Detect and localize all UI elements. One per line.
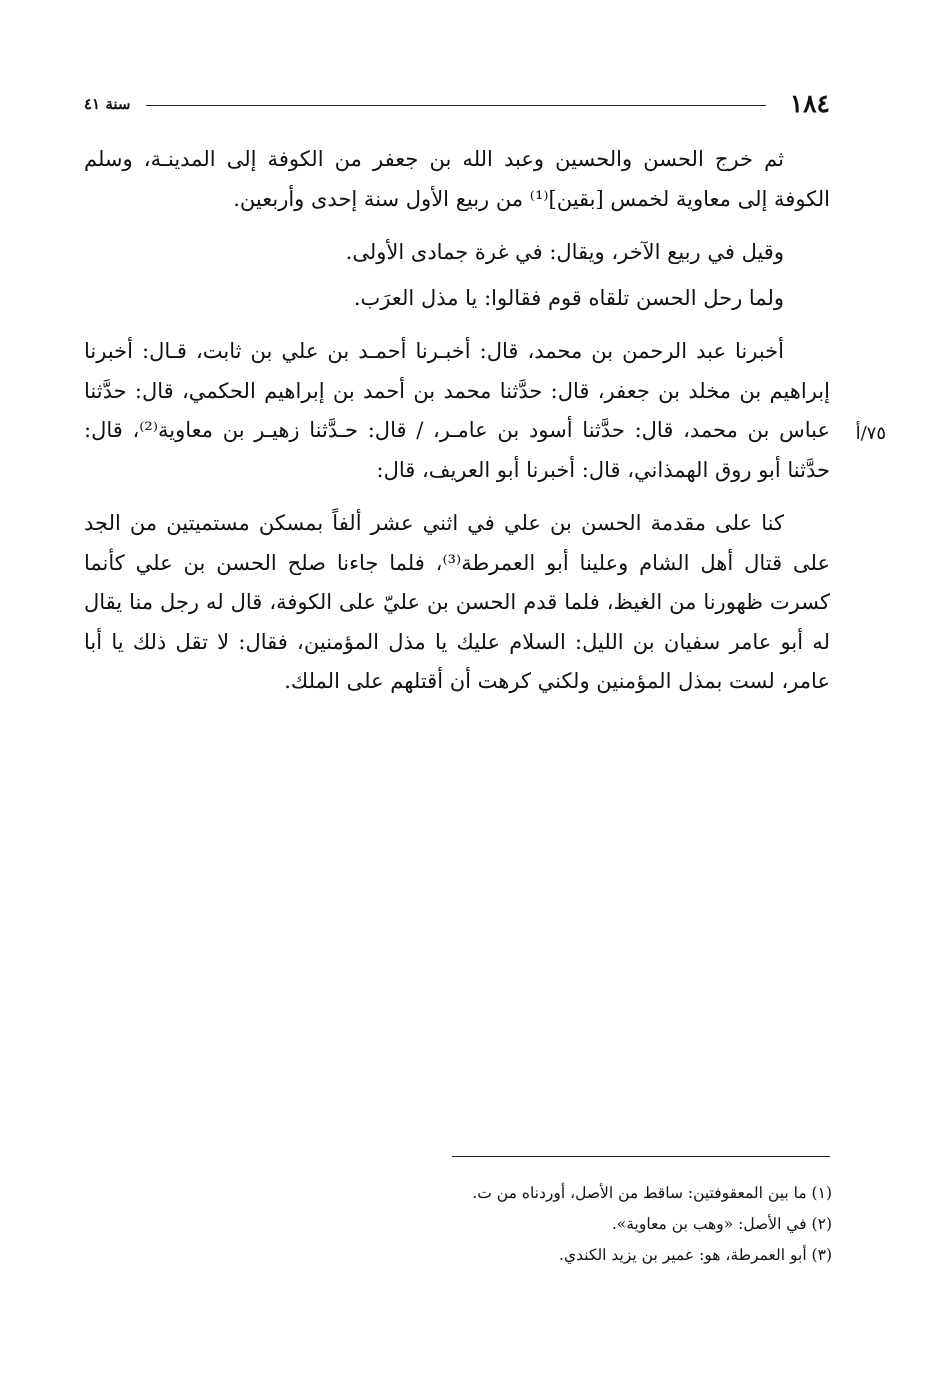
paragraph-5: كنا على مقدمة الحسن بن علي في اثني عشر ألفاً بمسكن مستميتين من الجد على قتال أهل الشام وعلينا أبو العمرطة⁽³⁾، فلما جاءنا صلح الحسن بن علي كأنما كسرت ظهورنا من الغيظ، فلما قدم الحسن بن عليّ على الكوفة، قال له رجل منا يقال له أبو عامر سفيان بن الليل: السلام عليك يا مذل المؤمنين، فقال: لا تقل ذلك يا أبا عامر، لست بمذل المؤمنين ولكني كرهت أن أقتلهم على الملك. [84,511,830,693]
paragraph-4-wrap [84,332,886,490]
paragraph-1: ثم خرج الحسن والحسين وعبد الله بن جعفر من الكوفة إلى المدينـة، وسلم الكوفة إلى معاوية لخمس [بقين]⁽¹⁾ من ربيع الأول سنة إحدى وأربعين. [84,147,830,211]
margin-folio-note: ٧٥/أ [855,423,886,444]
footnote-2: (٢) في الأصل: «وهب بن معاوية». [611,1215,832,1233]
page-header [84,86,830,122]
paragraph-2: وقيل في ربيع الآخر، ويقال: في غرة جمادى الأولى. [345,240,784,264]
main-text [84,140,886,716]
footnote-1: (١) ما بين المعقوفتين: ساقط من الأصل، أوردناه من ت. [472,1184,832,1202]
paragraph-4: أخبرنا عبد الرحمن بن محمد، قال: أخبـرنا أحمـد بن علي بن ثابت، قـال: أخبرنا إبراهيم بن مخلد بن جعفر، قال: حدَّثنا محمد بن أحمد بن إبراهيم الحكمي، قال: حدَّثنا عباس بن محمد، قال: حدَّثنا أسود بن عامـر، / قال: حـدَّثنا زهيـر بن معاوية⁽²⁾، قال: حدَّثنا أبو روق الهمذاني، قال: أخبرنا أبو العريف، قال: [84,339,830,482]
footnote-3: (٣) أبو العمرطة، هو: عمير بن يزيد الكندي. [559,1246,832,1264]
header-rule [146,105,766,106]
footnote-rule [452,1156,830,1157]
running-head: سنة ٤١ [84,95,131,113]
footnotes [300,1178,832,1271]
page-number: ١٨٤ [789,89,830,118]
paragraph-3: ولما رحل الحسن تلقاه قوم فقالوا: يا مذل العرَب. [353,285,784,310]
